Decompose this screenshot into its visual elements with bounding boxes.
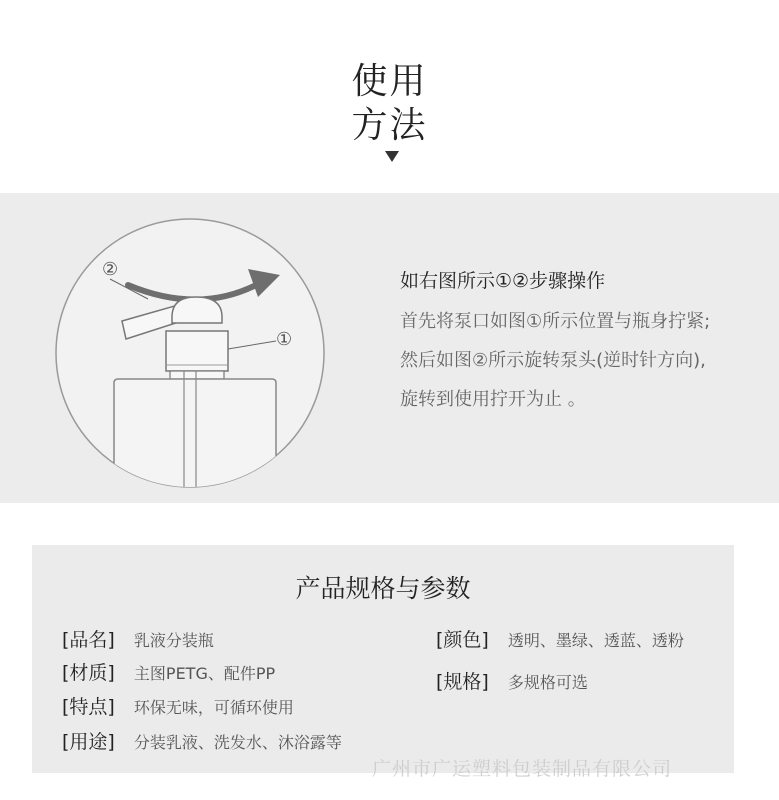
spec-value: 乳液分装瓶 bbox=[133, 631, 214, 650]
spec-value: 透明、墨绿、透蓝、透粉 bbox=[507, 631, 684, 650]
spec-label: [颜色] bbox=[436, 629, 489, 651]
usage-heading: 如右图所示①②步骤操作 bbox=[400, 270, 606, 292]
spec-row-color bbox=[436, 625, 684, 652]
spec-row-material bbox=[62, 658, 275, 685]
title-line-2: 方法 bbox=[351, 105, 428, 146]
usage-line-2: 然后如图②所示旋转泵头(逆时针方向), bbox=[400, 350, 706, 371]
spec-value: 多规格可选 bbox=[507, 673, 588, 692]
spec-row-usage bbox=[62, 727, 342, 754]
title-line-1: 使用 bbox=[351, 61, 428, 102]
spec-label: [材质] bbox=[62, 662, 115, 684]
spec-row-name bbox=[62, 625, 214, 652]
pump-bottle-illustration bbox=[50, 213, 330, 493]
spec-label: [用途] bbox=[62, 731, 115, 753]
usage-line-3: 旋转到使用拧开为止 。 bbox=[400, 389, 586, 410]
specs-title: 产品规格与参数 bbox=[295, 574, 471, 603]
section-title bbox=[0, 60, 779, 148]
spec-value: 主图PETG、配件PP bbox=[133, 664, 276, 683]
usage-panel bbox=[0, 193, 779, 503]
spec-row-size bbox=[436, 667, 588, 694]
specs-panel bbox=[32, 545, 734, 773]
spec-value: 分装乳液、洗发水、沐浴露等 bbox=[133, 733, 342, 752]
step-1-label: ① bbox=[276, 329, 293, 350]
spec-row-feature bbox=[62, 692, 294, 719]
down-triangle-icon bbox=[385, 151, 399, 162]
usage-instructions bbox=[400, 267, 710, 426]
company-watermark: 广州市广运塑料包装制品有限公司 bbox=[372, 758, 673, 780]
step-2-label: ② bbox=[102, 259, 119, 280]
usage-line-1: 首先将泵口如图①所示位置与瓶身拧紧; bbox=[400, 311, 711, 332]
spec-label: [特点] bbox=[62, 696, 115, 718]
spec-value: 环保无味，可循环使用 bbox=[133, 698, 294, 717]
spec-label: [品名] bbox=[62, 629, 115, 651]
spec-label: [规格] bbox=[436, 671, 489, 693]
